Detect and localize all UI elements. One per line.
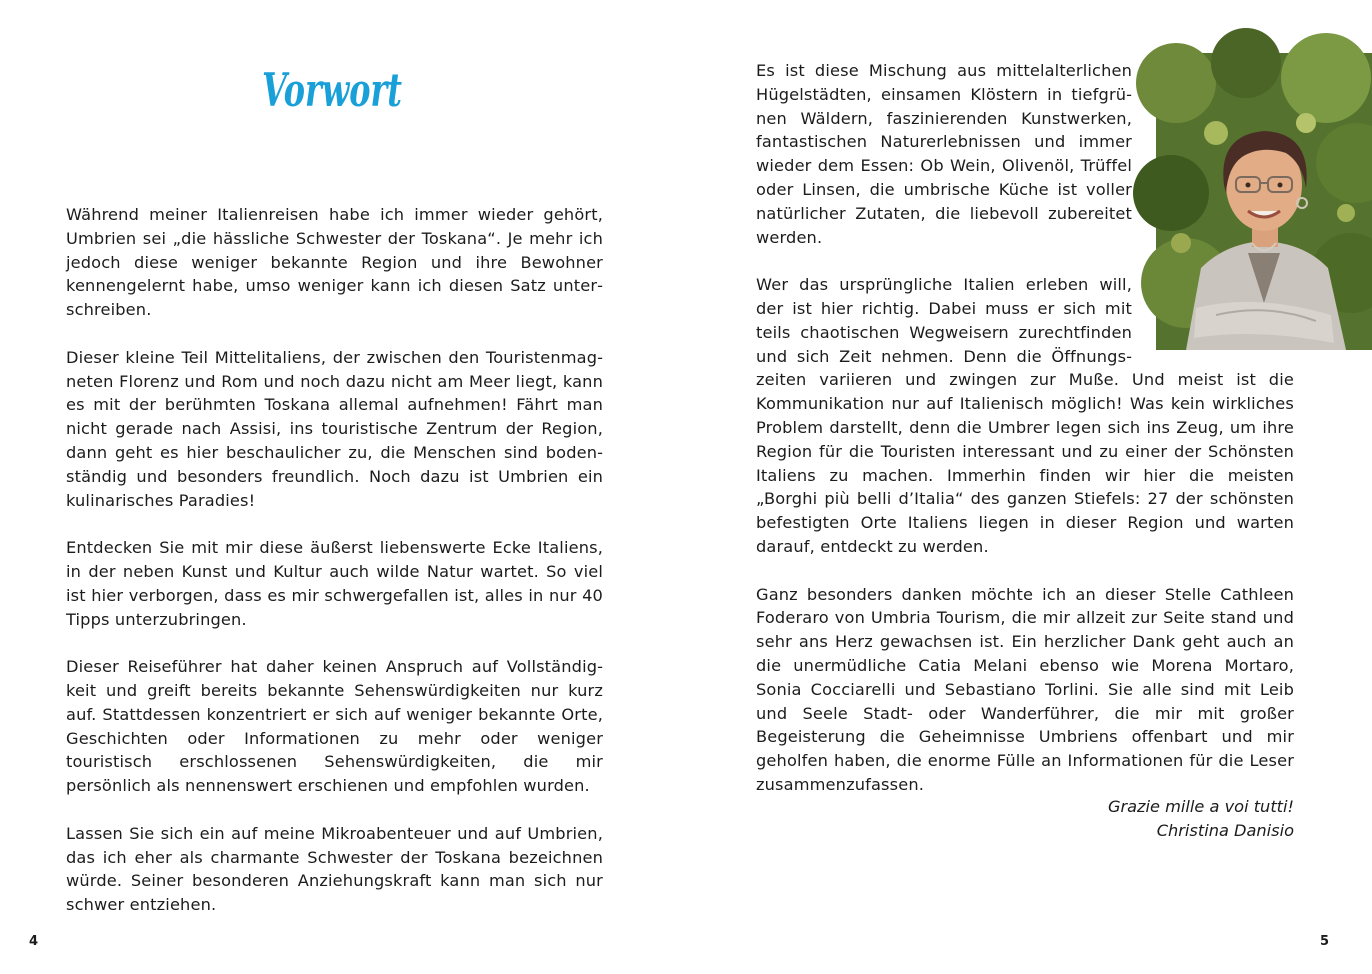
paragraph: Dieser kleine Teil Mittelitaliens, der zwischen den Touristenmagneten Florenz und Rom und noch dazu nicht am Meer liegt, kann es mit der berühmten Toskana allemal aufnehmen! Fährt man nicht gerade nach Assisi, ins touristische Zentrum der Region, dann geht es hier beschaulicher zu, die Menschen sind bodenständig und besonders freundlich. Noch dazu ist Umbrien ein kulinarisches Paradies! <box>66 347 603 510</box>
paragraph: Dieser Reiseführer hat daher keinen Anspruch auf Vollständigkeit und greift bereits bekannte Sehenswürdigkeiten nur kurz auf. Stattdessen konzentriert er sich auf weniger bekannte Orte, Geschichten oder Informationen zu mehr oder weniger touristisch erschlossenen Sehenswürdigkeiten, die mir persönlich als nennenswert erschienen und empfohlen wurden. <box>66 657 603 796</box>
right-page <box>679 0 1358 974</box>
paragraph: Während meiner Italienreisen habe ich immer wieder gehört, Umbrien sei „die hässliche Schwester der Toskana“. Je mehr ich jedoch diese weniger bekannte Region und ihre Bewohner kennengelernt habe, umso weniger kann ich diesen Satz unterschreiben. <box>66 205 603 320</box>
signature <box>756 795 1294 843</box>
paragraph: Es ist diese Mischung aus mittelalterlichen Hügelstädten, einsamen Klöstern in tiefgrünen Wäldern, faszinierenden Kunstwerken, fantastischen Naturerlebnissen und immer wieder dem Essen: Ob Wein, Olivenöl, Trüffel oder Linsen, die umbrische Küche ist voller natürlicher Zutaten, die liebevoll zubereitet werden. <box>756 61 1132 247</box>
paragraph: Entdecken Sie mit mir diese äußerst liebenswerte Ecke Italiens, in der neben Kunst und Kultur auch wilde Natur wartet. So viel ist hier verborgen, dass es mir schwergefallen ist, alles in nur 40 Tipps unterzubringen. <box>66 538 603 629</box>
title-script <box>250 48 420 138</box>
right-body-text <box>756 59 1294 797</box>
paragraph: Lassen Sie sich ein auf meine Mikroabenteuer und auf Umbrien, das ich eher als charmante Schwester der Toskana bezeichnen würde. Seiner besonderen Anziehungskraft kann man sich nur schwer entziehen. <box>66 823 603 915</box>
signature-greeting: Grazie mille a voi tutti! <box>1107 797 1294 816</box>
title-text: Vorwort <box>262 63 402 117</box>
author-photo <box>1156 53 1372 350</box>
left-body-text <box>66 203 603 917</box>
left-page <box>0 0 679 974</box>
paragraph: Ganz besonders danken möchte ich an dieser Stelle Cathleen Foderaro von Umbria Tourism, die mir allzeit zur Seite stand und sehr ans Herz gewachsen ist. Ein herzlicher Dank geht auch an die unermüdliche Catia Melani ebenso wie Morena Mortaro, Sonia Cocciarelli und Sebastiano Torlini. Sie alle sind mit Leib und Seele Stadt- oder Wanderführer, die mir mit großer Begeisterung die Geheimnisse Umbriens offenbart und mir geholfen haben, die enorme Fülle an Informationen für die Leser zusammenzufassen. <box>756 584 1294 794</box>
signature-author: Christina Danisio <box>1156 820 1294 840</box>
page-number-right: 5 <box>1319 934 1329 949</box>
paragraph: Wer das ursprüngliche Italien erleben will, der ist hier richtig. Dabei muss er sich mit teils chaotischen Wegweisern zurechtfinden und sich Zeit nehmen. Denn die Öffnungszeiten variieren und zwingen zur Muße. Und meist ist die Kommunikation nur auf Italienisch möglich! Was kein wirkliches Problem darstellt, denn die Umbrer legen sich ins Zeug, um ihre Region für die Touristen interessant und zu einer der Schönsten Italiens zu machen. Immerhin finden wir hier die meisten „Borghi più belli d’Italia“ des ganzen Stiefels: 27 der schönsten befestigten Orte Italiens liegen in dieser Region und warten darauf, entdeckt zu werden. <box>756 275 1294 556</box>
page-number-left: 4 <box>29 934 39 949</box>
page-title <box>250 48 420 138</box>
